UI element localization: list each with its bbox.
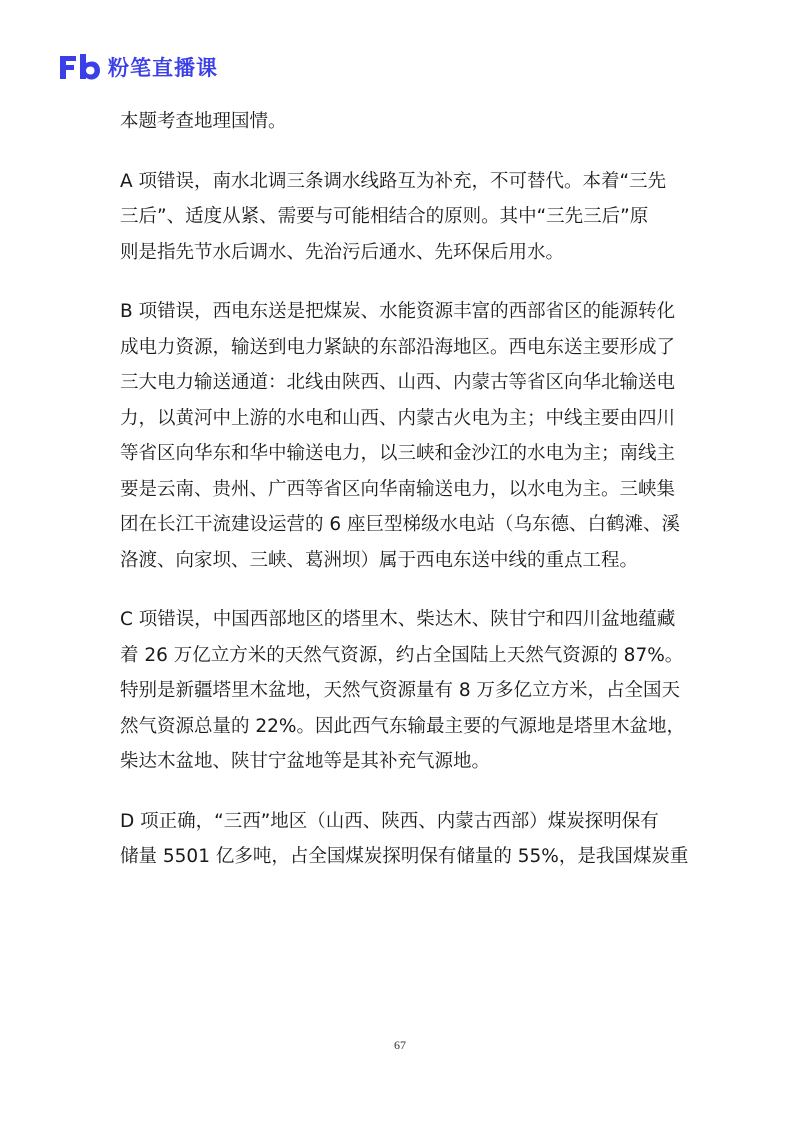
text-line: 本题考查地理国情。 xyxy=(120,111,287,132)
header xyxy=(58,50,218,84)
page-number: 67 xyxy=(394,1038,406,1052)
text-line: A 项错误，南水北调三条调水线路互为补充，不可替代。本着“三先 xyxy=(120,170,667,192)
text-line: 然气资源总量的 22%。因此西气东输最主要的气源地是塔里木盆地， xyxy=(120,715,686,737)
text-line: 成电力资源，输送到电力紧缺的东部沿海地区。西电东送主要形成了 xyxy=(120,336,676,358)
text-line: 特别是新疆塔里木盆地，天然气资源量有 8 万多亿立方米，占全国天 xyxy=(120,680,681,701)
paragraph-option-a xyxy=(120,164,680,271)
text-line: 要是云南、贵州、广西等省区向华南输送电力，以水电为主。三峡集 xyxy=(120,478,676,500)
text-line: D 项正确，“三西”地区（山西、陕西、内蒙古西部）煤炭探明保有 xyxy=(120,810,659,832)
fenbi-logo-icon xyxy=(58,52,102,82)
text-line: 柴达木盆地、陕甘宁盆地等是其补充气源地。 xyxy=(120,751,491,772)
text-line: 三大电力输送通道：北线由陕西、山西、内蒙古等省区向华北输送电 xyxy=(120,372,676,393)
text-line: B 项错误，西电东送是把煤炭、水能资源丰富的西部省区的能源转化 xyxy=(120,301,676,322)
text-line: 力，以黄河中上游的水电和山西、内蒙古火电为主；中线主要由四川 xyxy=(120,407,676,429)
text-line: 等省区向华东和华中输送电力，以三峡和金沙江的水电为主；南线主 xyxy=(120,443,676,464)
paragraph-option-d xyxy=(120,804,689,875)
paragraph-intro xyxy=(120,104,680,140)
text-line: C 项错误，中国西部地区的塔里木、柴达木、陕甘宁和四川盆地蕴藏 xyxy=(120,609,676,630)
text-line: 储量 5501 亿多吨，占全国煤炭探明保有储量的 55%，是我国煤炭重 xyxy=(120,846,689,867)
brand-name: 粉笔直播课 xyxy=(108,56,218,80)
text-line: 着 26 万亿立方米的天然气资源，约占全国陆上天然气资源的 87%。 xyxy=(120,644,684,666)
paragraph-option-c xyxy=(120,602,686,780)
text-line: 洛渡、向家坝、三峡、葛洲坝）属于西电东送中线的重点工程。 xyxy=(120,549,639,571)
text-line: 则是指先节水后调水、先治污后通水、先环保后用水。 xyxy=(120,241,565,263)
answer-explanation xyxy=(120,104,689,899)
paragraph-option-b xyxy=(120,294,680,578)
text-line: 三后”、适度从紧、需要与可能相结合的原则。其中“三先三后”原 xyxy=(120,206,649,227)
text-line: 团在长江干流建设运营的 6 座巨型梯级水电站（乌东德、白鹤滩、溪 xyxy=(120,514,681,535)
